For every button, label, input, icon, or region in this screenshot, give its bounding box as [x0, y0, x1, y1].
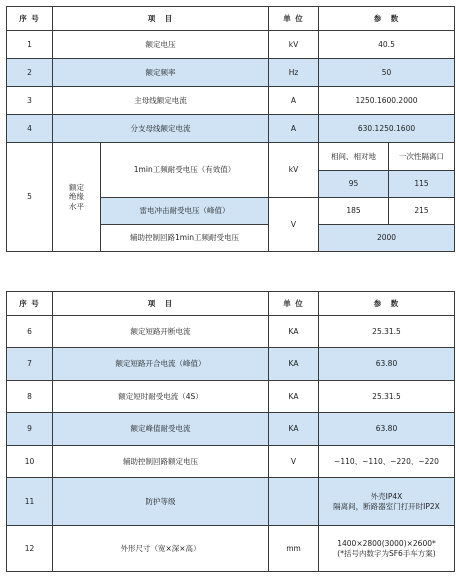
row-unit — [269, 478, 319, 526]
sub-item-lightning: 雷电冲击耐受电压（峰值） — [101, 198, 269, 225]
subheader-isolation: 一次性隔离口 — [389, 143, 455, 171]
row-value — [319, 526, 455, 572]
row-item: 分支母线额定电流 — [53, 115, 269, 143]
insulation-level-label — [53, 143, 101, 252]
header-param: 参 数 — [319, 7, 455, 31]
group-label-line: 绝缘 — [69, 192, 84, 202]
header-item: 项 目 — [53, 292, 269, 316]
table-row — [7, 413, 455, 446]
header-no: 序 号 — [7, 7, 53, 31]
value-cell: 2000 — [319, 225, 455, 252]
value-line: 隔离间，断路器室门打开时IP2X — [333, 501, 440, 511]
row-value — [319, 478, 455, 526]
value-cell: 185 — [319, 198, 389, 225]
row-no: 2 — [7, 59, 53, 87]
row-value: 630.1250.1600 — [319, 115, 455, 143]
table-row — [7, 381, 455, 413]
row-unit: kV — [269, 31, 319, 59]
row-item: 额定电压 — [53, 31, 269, 59]
sub-item-power-frequency: 1min工频耐受电压（有效值） — [101, 143, 269, 198]
row-value: 50 — [319, 59, 455, 87]
header-param: 参 数 — [319, 292, 455, 316]
value-line: 外壳IP4X — [370, 492, 403, 502]
row-item: 外形尺寸（宽×深×高） — [53, 526, 269, 572]
unit-v: V — [269, 198, 319, 252]
row-value: 40.5 — [319, 31, 455, 59]
header-no: 序 号 — [7, 292, 53, 316]
table-row — [7, 526, 455, 572]
row-no: 5 — [7, 143, 53, 252]
table-row — [7, 348, 455, 381]
row-no: 9 — [7, 413, 53, 446]
value-line: (*括号内数字为SF6手车方案) — [337, 548, 436, 558]
header-unit: 单 位 — [269, 7, 319, 31]
row-no: 1 — [7, 31, 53, 59]
row-unit: A — [269, 115, 319, 143]
value-cell: 115 — [389, 171, 455, 198]
unit-kv: kV — [269, 143, 319, 198]
row-value: 63.80 — [319, 348, 455, 381]
row-item: 额定频率 — [53, 59, 269, 87]
table-row — [7, 446, 455, 478]
row-value: ~110、~110、~220、~220 — [319, 446, 455, 478]
table-row — [7, 316, 455, 348]
table-row — [7, 59, 455, 87]
parameter-table-1 — [6, 6, 455, 252]
row-unit: KA — [269, 348, 319, 381]
row-no: 11 — [7, 478, 53, 526]
row-no: 7 — [7, 348, 53, 381]
value-cell: 215 — [389, 198, 455, 225]
group-label-line: 额定 — [69, 182, 84, 192]
row-no: 6 — [7, 316, 53, 348]
row-item: 额定短路开合电流（峰值） — [53, 348, 269, 381]
table-row — [7, 115, 455, 143]
row-unit: Hz — [269, 59, 319, 87]
table-row — [7, 478, 455, 526]
row-unit: mm — [269, 526, 319, 572]
row-no: 10 — [7, 446, 53, 478]
header-unit: 单 位 — [269, 292, 319, 316]
value-cell: 95 — [319, 171, 389, 198]
row-value: 63.80 — [319, 413, 455, 446]
row-value: 25.31.5 — [319, 381, 455, 413]
row-unit: KA — [269, 381, 319, 413]
row-value: 25.31.5 — [319, 316, 455, 348]
row-unit: KA — [269, 413, 319, 446]
table-row — [7, 31, 455, 59]
row-no: 8 — [7, 381, 53, 413]
row-unit: V — [269, 446, 319, 478]
row-no: 4 — [7, 115, 53, 143]
row-item: 额定短时耐受电流（4S） — [53, 381, 269, 413]
subheader-phase: 相间、相对地 — [319, 143, 389, 171]
row-item: 额定峰值耐受电流 — [53, 413, 269, 446]
value-line: 1400×2800(3000)×2600* — [337, 539, 436, 549]
row-value: 1250.1600.2000 — [319, 87, 455, 115]
row-no: 12 — [7, 526, 53, 572]
row-item: 额定短路开断电流 — [53, 316, 269, 348]
row-no: 3 — [7, 87, 53, 115]
header-item: 项 目 — [53, 7, 269, 31]
row-unit: KA — [269, 316, 319, 348]
group-label-line: 水平 — [69, 201, 84, 211]
row-item: 主母线额定电流 — [53, 87, 269, 115]
parameter-table-2 — [6, 291, 455, 572]
row-item: 辅助控制回路额定电压 — [53, 446, 269, 478]
sub-item-aux-circuit: 辅助控制回路1min工频耐受电压 — [101, 225, 269, 252]
row-unit: A — [269, 87, 319, 115]
row-item: 防护等级 — [53, 478, 269, 526]
table-row — [7, 87, 455, 115]
